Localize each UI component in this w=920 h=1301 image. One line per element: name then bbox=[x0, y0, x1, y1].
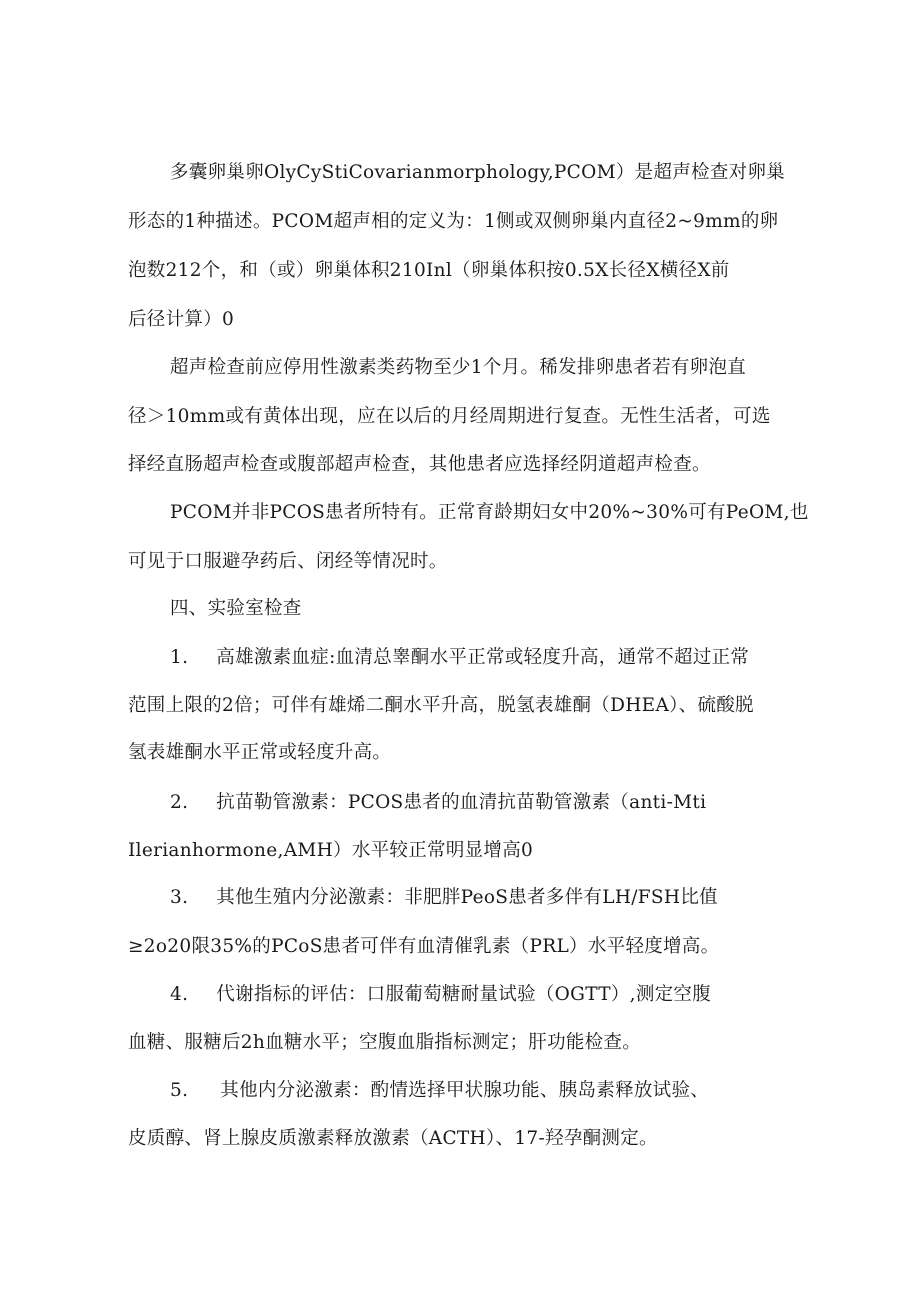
pcom-not-specific-line-1: PCOM并非PCOS患者所特有。正常育龄期妇女中20%~30%可有PeOM,也 bbox=[170, 502, 809, 523]
ultrasound-prep-line-1: 超声检查前应停用性激素类药物至少1个月。稀发排卵患者若有卵泡直 bbox=[170, 357, 747, 378]
item-1-text: 高雄激素血症:血清总睾酮水平正常或轻度升高，通常不超过正常 bbox=[216, 647, 750, 668]
item-2-number: 2. bbox=[170, 792, 189, 813]
item-5-text: 其他内分泌激素：酌情选择甲状腺功能、胰岛素释放试验、 bbox=[220, 1080, 710, 1101]
item-1-number: 1. bbox=[170, 647, 189, 668]
item-4-number: 4. bbox=[170, 984, 189, 1005]
item-3-number: 3. bbox=[170, 887, 189, 908]
item-3-line-2: ≥2o20限35%的PCoS患者可伴有血清催乳素（PRL）水平轻度增高。 bbox=[128, 936, 720, 957]
item-5-number: 5. bbox=[170, 1080, 189, 1101]
item-3-text: 其他生殖内分泌激素：非肥胖PeoS患者多伴有LH/FSH比值 bbox=[216, 887, 718, 908]
item-4-line-2: 血糖、服糖后2h血糖水平；空腹血脂指标测定；肝功能检查。 bbox=[128, 1032, 642, 1053]
item-3-line-1 bbox=[170, 886, 718, 910]
pcom-definition-line-4: 后径计算）0 bbox=[128, 309, 235, 330]
item-2-line-2: Ilerianhormone,AMH）水平较正常明显增高0 bbox=[128, 840, 534, 861]
pcom-definition-line-3: 泡数212个，和（或）卵巢体积210Inl（卵巢体积按0.5X长径X横径X前 bbox=[128, 260, 730, 281]
item-2-text: 抗苗勒管激素：PCOS患者的血清抗苗勒管激素（anti-Mti bbox=[216, 792, 707, 813]
ultrasound-prep-line-2: 径＞10mm或有黄体出现，应在以后的月经周期进行复查。无性生活者，可选 bbox=[128, 406, 771, 427]
section-heading: 四、实验室检查 bbox=[170, 598, 302, 619]
item-1-line-2: 范围上限的2倍；可伴有雄烯二酮水平升高，脱氢表雄酮（DHEA）、硫酸脱 bbox=[128, 695, 754, 716]
item-1-line-1 bbox=[170, 646, 749, 670]
item-2-line-1 bbox=[170, 791, 706, 815]
item-4-text: 代谢指标的评估：口服葡萄糖耐量试验（OGTT）,测定空腹 bbox=[216, 984, 712, 1005]
pcom-definition-line-1: 多囊卵巢卵OlyCyStiCovarianmorphology,PCOM）是超声检查对卵巢 bbox=[170, 162, 786, 183]
item-5-line-1 bbox=[170, 1079, 709, 1103]
pcom-not-specific-line-2: 可见于口服避孕药后、闭经等情况时。 bbox=[128, 551, 448, 572]
item-1-line-3: 氢表雄酮水平正常或轻度升高。 bbox=[128, 742, 392, 763]
pcom-definition-line-2: 形态的1种描述。PCOM超声相的定义为：1侧或双侧卵巢内直径2~9mm的卵 bbox=[128, 211, 779, 232]
item-4-line-1 bbox=[170, 983, 711, 1007]
item-5-line-2: 皮质醇、肾上腺皮质激素释放激素（ACTH）、17-羟孕酮测定。 bbox=[128, 1128, 658, 1149]
ultrasound-prep-line-3: 择经直肠超声检查或腹部超声检查，其他患者应选择经阴道超声检查。 bbox=[128, 454, 711, 475]
